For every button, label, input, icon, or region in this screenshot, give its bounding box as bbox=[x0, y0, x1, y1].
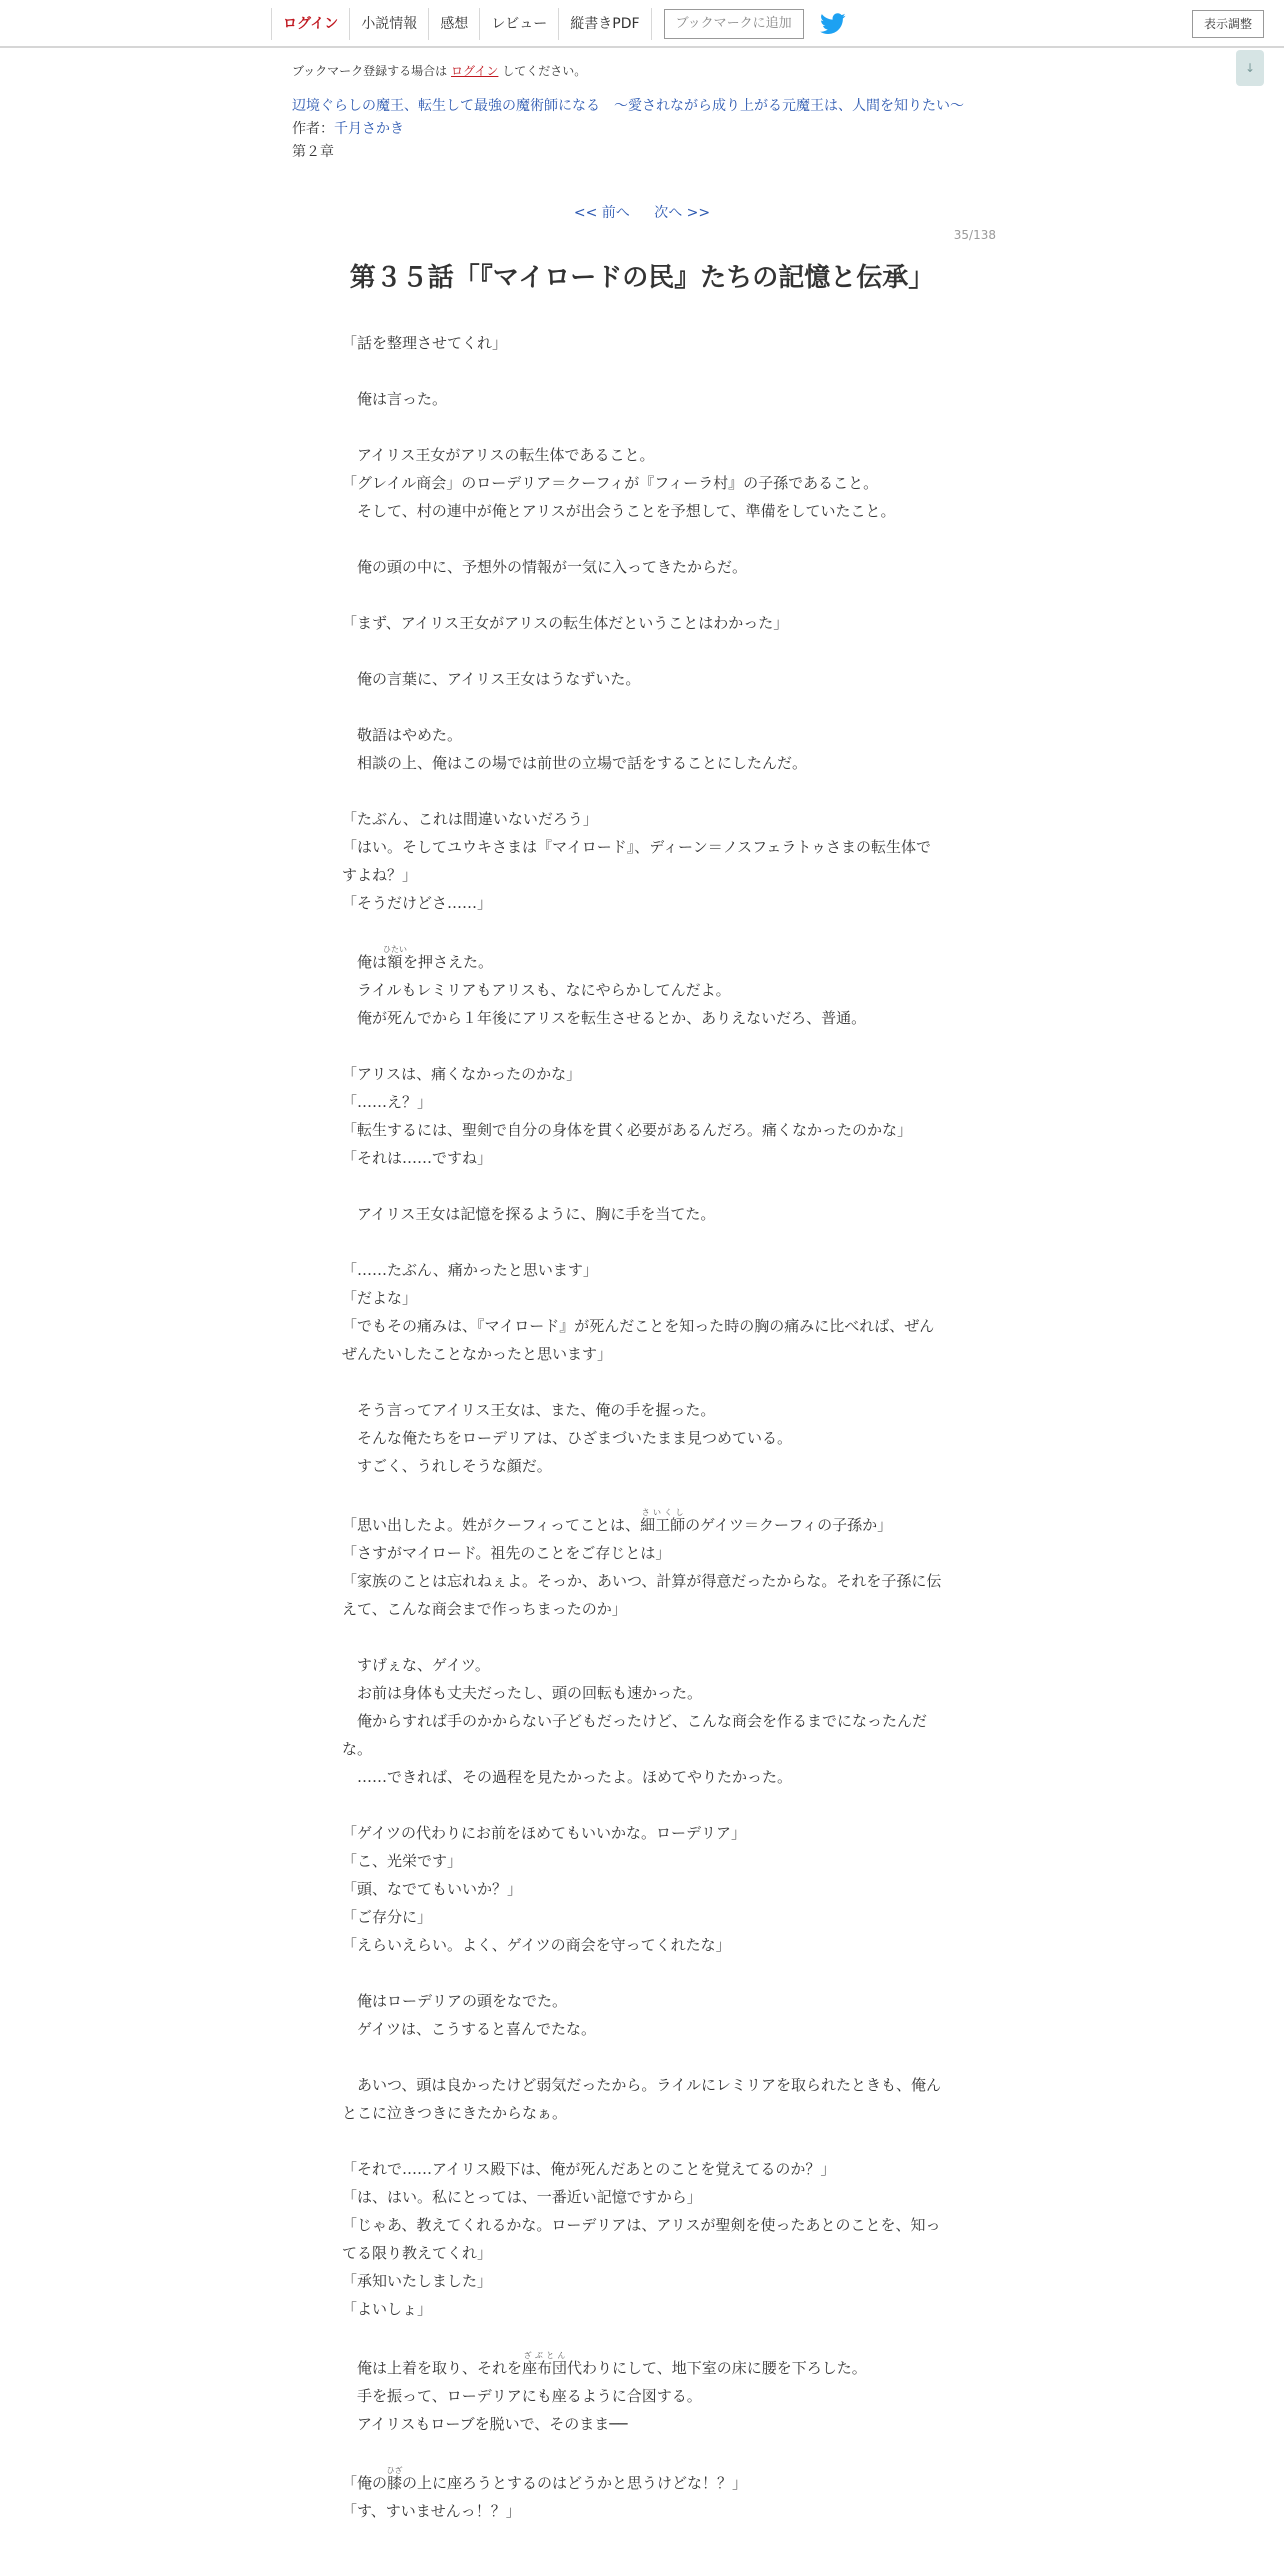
prev-link[interactable]: << 前へ bbox=[573, 205, 630, 221]
body-line bbox=[342, 693, 942, 721]
body-line: 「たぶん、これは間違いないだろう」 bbox=[342, 810, 598, 828]
body-line bbox=[342, 2323, 942, 2351]
body-line: 俺からすれば手のかからない子どもだったけど、こんな商会を作るまでになったんだな。 bbox=[342, 1712, 928, 1758]
body-line: 「よいしょ」 bbox=[342, 2300, 433, 2318]
arrow-down-icon: ↓ bbox=[1244, 61, 1256, 75]
body-line: 俺が死んでから１年後にアリスを転生させるとか、ありえないだろ、普通。 bbox=[342, 1009, 867, 1027]
body-line bbox=[342, 777, 942, 805]
page-count: 35/138 bbox=[953, 228, 996, 242]
body-line: 「でもその痛みは、『マイロード』が死んだことを知った時の胸の痛みに比べれば、ぜんぜんたいしたことなかったと思います」 bbox=[342, 1317, 935, 1363]
author-label: 作者： bbox=[292, 121, 334, 137]
body-text: のゲイツ＝クーフィの子孫か」 bbox=[685, 1516, 893, 1534]
ruby-hiza bbox=[386, 2466, 403, 2492]
body-line: 手を振って、ローデリアにも座るように合図する。 bbox=[342, 2387, 702, 2405]
scroll-down-button[interactable] bbox=[1236, 50, 1264, 86]
body-line: 「はい。そしてユウキさまは『マイロード』、ディーン＝ノスフェラトゥさまの転生体ですよね？」 bbox=[342, 838, 931, 884]
review-link[interactable]: レビュー bbox=[479, 8, 558, 40]
add-bookmark-button[interactable]: ブックマークに追加 bbox=[664, 9, 804, 39]
body-line bbox=[342, 1959, 942, 1987]
bookmark-note bbox=[292, 63, 992, 79]
body-line: 「……たぶん、痛かったと思います」 bbox=[342, 1261, 598, 1279]
ruby-hitai bbox=[383, 945, 408, 971]
body-text: の上に座ろうとするのはどうかと思うけどな！？」 bbox=[402, 2474, 748, 2492]
body-line bbox=[342, 357, 942, 385]
next-link[interactable]: 次へ >> bbox=[654, 205, 711, 221]
ruby-reading: ひたい bbox=[383, 945, 408, 954]
body-line bbox=[342, 1791, 942, 1819]
body-line: 「だよな」 bbox=[342, 1289, 418, 1307]
body-line: 「は、はい。私にとっては、一番近い記憶ですから」 bbox=[342, 2188, 702, 2206]
top-bar bbox=[0, 0, 1284, 48]
body-line bbox=[342, 525, 942, 553]
body-line: アイリス王女がアリスの転生体であること。 bbox=[342, 446, 655, 464]
body-line bbox=[342, 1228, 942, 1256]
body-line bbox=[342, 2466, 942, 2497]
bookmark-note-text-end: してください。 bbox=[502, 64, 587, 78]
ruby-base: 細工師 bbox=[640, 1516, 686, 1534]
body-line: アイリス王女は記憶を探るように、胸に手を当てた。 bbox=[342, 1205, 716, 1223]
body-line bbox=[342, 1508, 942, 1539]
body-line: ゲイツは、こうすると喜んでたな。 bbox=[342, 2020, 596, 2038]
chapter-title: 第２章 bbox=[292, 144, 334, 160]
body-line: 俺はローデリアの頭をなでた。 bbox=[342, 1992, 568, 2010]
body-line bbox=[342, 1623, 942, 1651]
impressions-link[interactable]: 感想 bbox=[428, 8, 479, 40]
body-line: あいつ、頭は良かったけど弱気だったから。ライルにレミリアを取られたときも、俺んとこに泣きつきにきたからなぁ。 bbox=[342, 2076, 941, 2122]
body-text: 「俺の bbox=[342, 2474, 388, 2492]
body-line: ライルもレミリアもアリスも、なにやらかしてんだよ。 bbox=[342, 981, 731, 999]
body-line: ……できれば、その過程を見たかったよ。ほめてやりたかった。 bbox=[342, 1768, 793, 1786]
body-line: アイリスもローブを脱いで、そのまま── bbox=[342, 2415, 628, 2433]
body-text: 俺は上着を取り、それを bbox=[342, 2359, 523, 2377]
ruby-reading: ひざ bbox=[386, 2466, 403, 2475]
body-line: 「……え？」 bbox=[342, 1093, 433, 1111]
pager bbox=[0, 202, 1284, 222]
body-line bbox=[342, 2351, 942, 2382]
body-line: 「そうだけどさ……」 bbox=[342, 894, 493, 912]
body-line: 俺の頭の中に、予想外の情報が一気に入ってきたからだ。 bbox=[342, 558, 748, 576]
body-line bbox=[342, 2127, 942, 2155]
body-line: 「アリスは、痛くなかったのかな」 bbox=[342, 1065, 582, 1083]
body-line: 「話を整理させてくれ」 bbox=[342, 334, 508, 352]
body-line: 「さすがマイロード。祖先のことをご存じとは」 bbox=[342, 1544, 671, 1562]
vertical-pdf-link[interactable]: 縦書きPDF bbox=[558, 8, 651, 40]
body-line bbox=[342, 1480, 942, 1508]
body-line bbox=[342, 581, 942, 609]
body-line: 俺の言葉に、アイリス王女はうなずいた。 bbox=[342, 670, 641, 688]
novel-info bbox=[292, 63, 992, 161]
body-line: そんな俺たちをローデリアは、ひざまづいたまま見つめている。 bbox=[342, 1429, 793, 1447]
body-line bbox=[342, 1368, 942, 1396]
ruby-saikushi bbox=[640, 1508, 686, 1534]
body-line: 俺は言った。 bbox=[342, 390, 448, 408]
body-line: 相談の上、俺はこの場では前世の立場で話をすることにしたんだ。 bbox=[342, 754, 808, 772]
body-line bbox=[342, 637, 942, 665]
ruby-base: 膝 bbox=[386, 2474, 403, 2492]
body-line: そして、村の連中が俺とアリスが出会うことを予想して、準備をしていたこと。 bbox=[342, 502, 896, 520]
body-line bbox=[342, 2438, 942, 2466]
body-line bbox=[342, 413, 942, 441]
bookmark-login-link[interactable]: ログイン bbox=[451, 64, 499, 78]
body-line: 「ゲイツの代わりにお前をほめてもいいかな。ローデリア」 bbox=[342, 1824, 746, 1842]
ruby-base: 額 bbox=[383, 953, 407, 971]
header-nav bbox=[271, 8, 846, 40]
body-line: 「承知いたしました」 bbox=[342, 2272, 493, 2290]
ruby-zabuton bbox=[522, 2351, 568, 2377]
author-link[interactable]: 千月さかき bbox=[334, 121, 404, 137]
login-link[interactable]: ログイン bbox=[271, 8, 349, 40]
body-line bbox=[342, 945, 942, 976]
novel-body bbox=[342, 329, 942, 2525]
body-line: 「グレイル商会」のローデリア＝クーフィが『フィーラ村』の子孫であること。 bbox=[342, 474, 879, 492]
body-line: 「じゃあ、教えてくれるかな。ローデリアは、アリスが聖剣を使ったあとのことを、知ってる限り教えてくれ」 bbox=[342, 2216, 941, 2262]
body-line bbox=[342, 1172, 942, 1200]
novel-info-link[interactable]: 小説情報 bbox=[349, 8, 428, 40]
body-line bbox=[342, 1032, 942, 1060]
body-line: 「こ、光栄です」 bbox=[342, 1852, 463, 1870]
ruby-reading: ざぶとん bbox=[522, 2351, 568, 2360]
twitter-icon[interactable] bbox=[820, 13, 846, 35]
body-line: すげぇな、ゲイツ。 bbox=[342, 1656, 490, 1674]
body-line: 「えらいえらい。よく、ゲイツの商会を守ってくれたな」 bbox=[342, 1936, 731, 1954]
body-line: 「ご存分に」 bbox=[342, 1908, 433, 1926]
body-line bbox=[342, 2043, 942, 2071]
display-settings-button[interactable]: 表示調整 bbox=[1192, 10, 1264, 38]
body-line: 敬語はやめた。 bbox=[342, 726, 463, 744]
body-line: お前は身体も丈夫だったし、頭の回転も速かった。 bbox=[342, 1684, 703, 1702]
ruby-base: 座布団 bbox=[522, 2359, 568, 2377]
body-text: 「思い出したよ。姓がクーフィってことは、 bbox=[342, 1516, 641, 1534]
body-line: 「す、すいませんっ！？」 bbox=[342, 2502, 521, 2520]
body-line: 「家族のことは忘れねぇよ。そっか、あいつ、計算が得意だったからな。それを子孫に伝えて、こんな商会まで作っちまったのか」 bbox=[342, 1572, 942, 1618]
body-text: 俺は bbox=[342, 953, 388, 971]
body-line: 「まず、アイリス王女がアリスの転生体だということはわかった」 bbox=[342, 614, 789, 632]
body-line: 「頭、なでてもいいか？」 bbox=[342, 1880, 523, 1898]
body-line: そう言ってアイリス王女は、また、俺の手を握った。 bbox=[342, 1401, 716, 1419]
body-text: を押さえた。 bbox=[403, 953, 494, 971]
body-line bbox=[342, 917, 942, 945]
body-line: 「それで……アイリス殿下は、俺が死んだあとのことを覚えてるのか？」 bbox=[342, 2160, 836, 2178]
body-line: 「転生するには、聖剣で自分の身体を貫く必要があるんだろ。痛くなかったのかな」 bbox=[342, 1121, 913, 1139]
body-line: 「それは……ですね」 bbox=[342, 1149, 493, 1167]
ruby-reading: さいくし bbox=[640, 1508, 686, 1517]
body-line: すごく、うれしそうな顔だ。 bbox=[342, 1457, 552, 1475]
novel-title-link[interactable]: 辺境ぐらしの魔王、転生して最強の魔術師になる 〜愛されながら成り上がる元魔王は、人間を知りたい〜 bbox=[292, 98, 964, 114]
body-text: 代わりにして、地下室の床に腰を下ろした。 bbox=[567, 2359, 867, 2377]
episode-title: 第３５話「『マイロードの民』たちの記憶と伝承」 bbox=[349, 263, 935, 293]
author-line bbox=[292, 120, 992, 138]
bookmark-note-text: ブックマーク登録する場合は bbox=[292, 64, 448, 78]
